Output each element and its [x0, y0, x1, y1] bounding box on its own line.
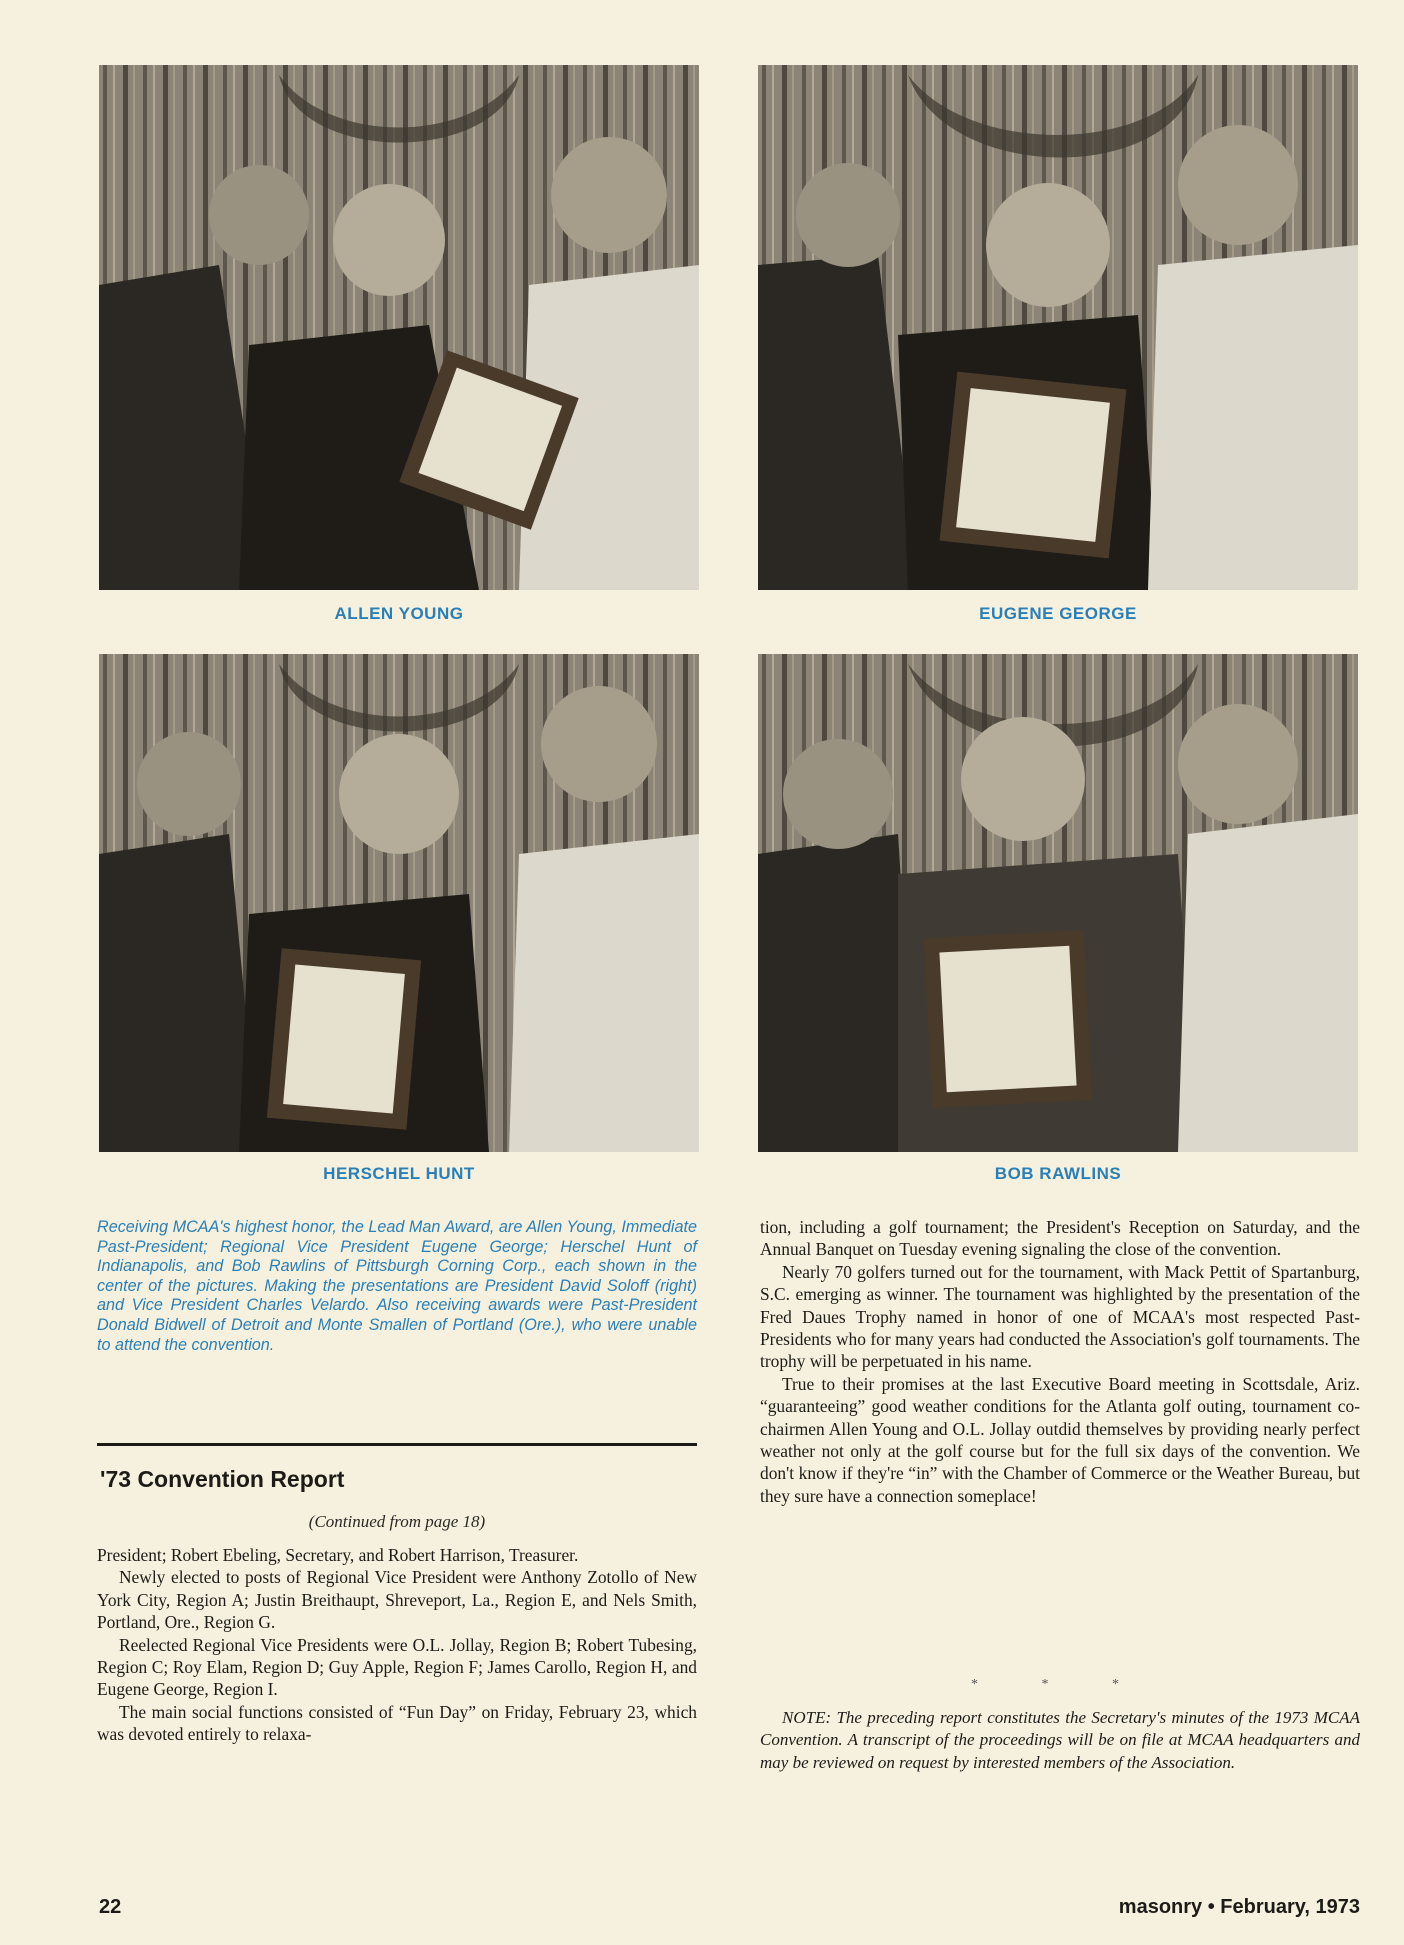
- photo-allen-young: [99, 65, 699, 590]
- photo-caption-bob-rawlins: BOB RAWLINS: [994, 1164, 1122, 1183]
- section-separator: * * *: [971, 1677, 1149, 1692]
- publication-footer: masonry • February, 1973: [1118, 1896, 1360, 1918]
- photo-caption-allen-young: ALLEN YOUNG: [334, 604, 464, 623]
- article-paragraph: Nearly 70 golfers turned out for the tournament, with Mack Pettit of Spartanburg, S.C. emerging as winner. The tournament was highlighted by the presentation of the Fred Daues Trophy named in honor of one of MCAA's most respected Past-Presidents who for many years had conducted the Association's golf tournaments. The trophy will be perpetuated in his name.: [760, 1261, 1360, 1372]
- photo-herschel-hunt: [99, 654, 699, 1152]
- article-paragraph: Newly elected to posts of Regional Vice President were Anthony Zotollo of New York City, Region A; Justin Breithaupt, Shreveport, La., Region E, and Nels Smith, Portland, Ore., Region G.: [97, 1567, 697, 1633]
- article-paragraph: Reelected Regional Vice Presidents were O.L. Jollay, Region B; Robert Tubesing, Region C; Roy Elam, Region D; Guy Apple, Region F; James Carollo, Region H, and Eugene George, Region I.: [97, 1634, 697, 1700]
- photo-caption-paragraph: Receiving MCAA's highest honor, the Lead Man Award, are Allen Young, Immediate Past-President; Regional Vice President Eugene George; Herschel Hunt of Indianapolis, and Bob Rawlins of Pittsburgh Corning Corp., each shown in the center of the pictures. Making the presentations are President David Soloff (right) and Vice President Charles Velardo. Also receiving awards were Past-President Donald Bidwell of Detroit and Monte Smallen of Portland (Ore.), who were unable to attend the convention.: [97, 1218, 697, 1354]
- article-paragraph: True to their promises at the last Executive Board meeting in Scottsdale, Ariz. “guaranteeing” good weather conditions for the Atlanta golf outing, tournament co-chairmen Allen Young and O.L. Jollay outdid themselves by providing nearly perfect weather not only at the golf course but for the full six days of the convention. We don't know if they're “in” with the Chamber of Commerce or the Weather Bureau, but they sure have a connection someplace!: [760, 1373, 1360, 1506]
- article-paragraph: President; Robert Ebeling, Secretary, and Robert Harrison, Treasurer.: [97, 1545, 579, 1565]
- continued-note: (Continued from page 18): [308, 1512, 486, 1531]
- article-paragraph: tion, including a golf tournament; the President's Reception on Saturday, and the Annual Banquet on Tuesday evening signaling the close of the convention.: [760, 1217, 1360, 1260]
- section-divider: [97, 1443, 697, 1446]
- article-paragraph: The main social functions consisted of “Fun Day” on Friday, February 23, which was devoted entirely to relaxa-: [97, 1701, 697, 1745]
- photo-eugene-george: [758, 65, 1358, 590]
- article-left-column: [97, 1544, 697, 1746]
- photo-caption-herschel-hunt: HERSCHEL HUNT: [323, 1164, 475, 1183]
- photo-caption-eugene-george: EUGENE GEORGE: [979, 604, 1137, 623]
- page-number: 22: [99, 1896, 122, 1918]
- article-title: '73 Convention Report: [100, 1466, 345, 1492]
- photo-bob-rawlins: [758, 654, 1358, 1152]
- article-right-column: [760, 1216, 1360, 1507]
- secretary-note: NOTE: The preceding report constitutes the Secretary's minutes of the 1973 MCAA Convention. A transcript of the proceedings will be on file at MCAA headquarters and may be reviewed on request by interested members of the Association.: [760, 1708, 1360, 1772]
